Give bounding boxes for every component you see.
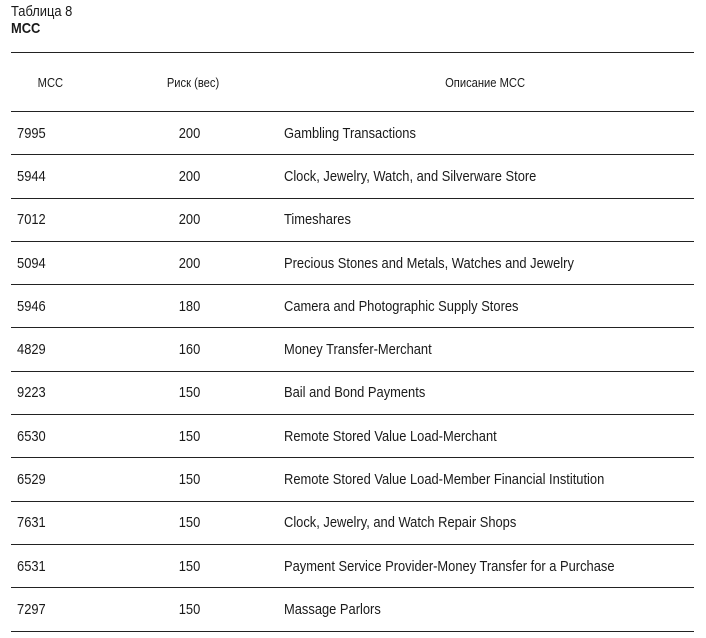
cell-risk: [96, 588, 284, 631]
cell-risk: [96, 544, 284, 587]
cell-mcc-text: 5094: [17, 254, 46, 272]
table-row: [11, 588, 694, 631]
cell-mcc: [11, 112, 96, 155]
column-header-risk: [96, 53, 284, 112]
table-row: [11, 544, 694, 587]
mcc-table: [11, 52, 694, 632]
cell-risk: [96, 241, 284, 284]
table-row: [11, 112, 694, 155]
cell-description: [284, 415, 694, 458]
cell-risk: [96, 371, 284, 414]
cell-mcc-text: 7297: [17, 600, 46, 618]
table-row: [11, 501, 694, 544]
cell-description-text: Clock, Jewelry, and Watch Repair Shops: [284, 514, 517, 532]
cell-description-text: Clock, Jewelry, Watch, and Silverware Store: [284, 167, 537, 185]
table-row: [11, 285, 694, 328]
cell-risk-text: 200: [179, 254, 201, 272]
table-number: Таблица 8: [11, 3, 73, 20]
cell-description: [284, 588, 694, 631]
cell-mcc-text: 7631: [17, 514, 46, 532]
cell-mcc-text: 5946: [17, 297, 46, 315]
table-row: [11, 371, 694, 414]
cell-risk-text: 150: [179, 557, 201, 575]
cell-description-text: Precious Stones and Metals, Watches and Jewelry: [284, 254, 574, 272]
table-title: MCC: [11, 20, 41, 37]
cell-description-text: Timeshares: [284, 211, 351, 229]
cell-risk: [96, 112, 284, 155]
table-header: [11, 53, 694, 112]
cell-risk-text: 150: [179, 427, 201, 445]
cell-risk-text: 160: [179, 341, 201, 359]
table-row: [11, 155, 694, 198]
cell-description: [284, 241, 694, 284]
table-row: [11, 415, 694, 458]
column-header-mcc-label: MCC: [37, 74, 63, 90]
cell-mcc: [11, 501, 96, 544]
cell-mcc: [11, 155, 96, 198]
cell-mcc: [11, 415, 96, 458]
cell-mcc: [11, 285, 96, 328]
cell-description-text: Gambling Transactions: [284, 124, 416, 142]
cell-mcc: [11, 198, 96, 241]
header-row: [11, 53, 694, 112]
cell-mcc: [11, 241, 96, 284]
cell-mcc-text: 6531: [17, 557, 46, 575]
cell-mcc-text: 6529: [17, 471, 46, 489]
cell-risk-text: 150: [179, 384, 201, 402]
cell-description: [284, 501, 694, 544]
cell-description: [284, 458, 694, 501]
table-row: [11, 328, 694, 371]
cell-mcc: [11, 371, 96, 414]
cell-risk-text: 200: [179, 211, 201, 229]
table-row: [11, 198, 694, 241]
cell-mcc: [11, 458, 96, 501]
cell-description-text: Massage Parlors: [284, 600, 381, 618]
cell-description-text: Remote Stored Value Load-Member Financial Institution: [284, 471, 605, 489]
cell-description: [284, 198, 694, 241]
cell-description-text: Remote Stored Value Load-Merchant: [284, 427, 497, 445]
cell-description: [284, 371, 694, 414]
cell-risk-text: 200: [179, 167, 201, 185]
column-header-risk-label: Риск (вес): [166, 74, 219, 90]
column-header-description: [284, 53, 694, 112]
cell-risk: [96, 415, 284, 458]
cell-mcc: [11, 544, 96, 587]
cell-risk-text: 200: [179, 124, 201, 142]
cell-mcc-text: 7012: [17, 211, 46, 229]
cell-risk-text: 180: [179, 297, 201, 315]
cell-description: [284, 544, 694, 587]
cell-description-text: Payment Service Provider-Money Transfer for a Purchase: [284, 557, 615, 575]
column-header-mcc: [11, 53, 96, 112]
table-body: [11, 112, 694, 632]
cell-risk: [96, 285, 284, 328]
cell-description-text: Bail and Bond Payments: [284, 384, 426, 402]
cell-mcc: [11, 328, 96, 371]
cell-mcc-text: 7995: [17, 124, 46, 142]
cell-risk: [96, 198, 284, 241]
cell-mcc-text: 9223: [17, 384, 46, 402]
table-caption: [11, 3, 72, 37]
cell-description: [284, 155, 694, 198]
cell-risk: [96, 458, 284, 501]
column-header-description-label: Описание MCC: [445, 74, 526, 90]
cell-mcc-text: 4829: [17, 341, 46, 359]
cell-risk-text: 150: [179, 471, 201, 489]
table-row: [11, 241, 694, 284]
cell-description: [284, 285, 694, 328]
cell-risk: [96, 501, 284, 544]
cell-mcc-text: 5944: [17, 167, 46, 185]
cell-description-text: Camera and Photographic Supply Stores: [284, 297, 519, 315]
cell-mcc-text: 6530: [17, 427, 46, 445]
cell-description-text: Money Transfer-Merchant: [284, 341, 432, 359]
cell-mcc: [11, 588, 96, 631]
cell-risk-text: 150: [179, 600, 201, 618]
cell-risk: [96, 155, 284, 198]
cell-description: [284, 112, 694, 155]
table-row: [11, 458, 694, 501]
cell-risk: [96, 328, 284, 371]
cell-description: [284, 328, 694, 371]
cell-risk-text: 150: [179, 514, 201, 532]
